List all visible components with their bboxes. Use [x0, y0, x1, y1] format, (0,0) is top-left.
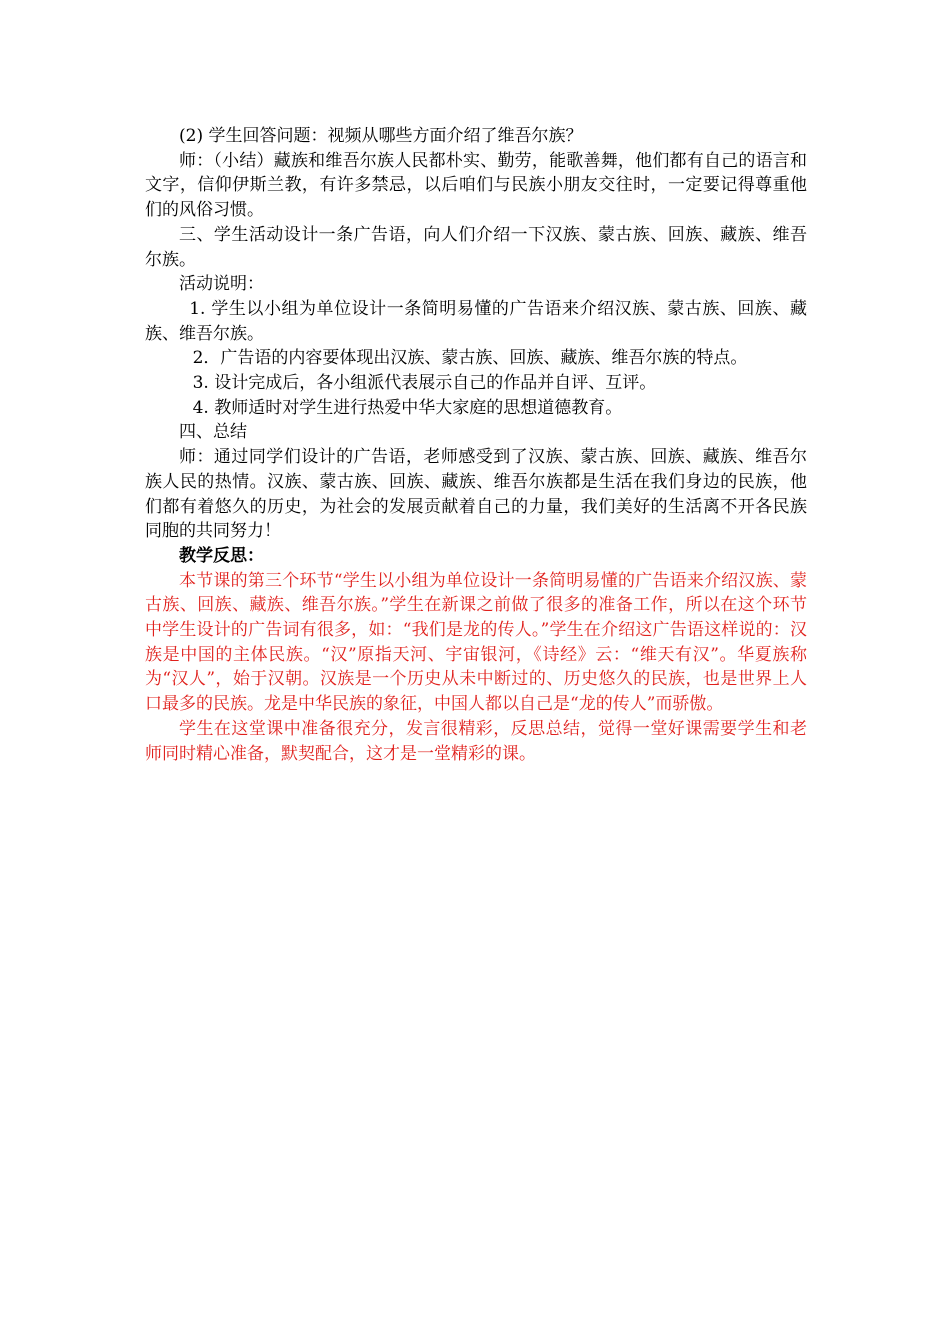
summary-section-heading: 四、总结: [179, 422, 247, 443]
document-body: [145, 124, 807, 766]
reflection-paragraph-2: 学生在这堂课中准备很充分，发言很精彩，反思总结，觉得一堂好课需要学生和老师同时精心准备，默契配合，这才是一堂精彩的课。: [145, 718, 807, 764]
activity-item-2: 2．广告语的内容要体现出汉族、蒙古族、回族、藏族、维吾尔族的特点。: [192, 348, 748, 369]
teacher-summary-paragraph: 师：（小结）藏族和维吾尔族人民都朴实、勤劳，能歌善舞，他们都有自己的语言和文字，信仰伊斯兰教，有许多禁忌，以后咱们与民族小朋友交往时，一定要记得尊重他们的风俗习惯。: [145, 150, 807, 221]
teacher-conclusion-paragraph: 师：通过同学们设计的广告语，老师感受到了汉族、蒙古族、回族、藏族、维吾尔族人民的热情。汉族、蒙古族、回族、藏族、维吾尔族都是生活在我们身边的民族，他们都有着悠久的历史，为社会的发展贡献着自己的力量，我们美好的生活离不开各民族同胞的共同努力！: [145, 447, 807, 542]
activity-instructions-label: 活动说明：: [179, 274, 264, 295]
question-paragraph: (2) 学生回答问题：视频从哪些方面介绍了维吾尔族？: [179, 126, 583, 146]
activity-item-1: 1. 学生以小组为单位设计一条简明易懂的广告语来介绍汉族、蒙古族、回族、藏族、维吾尔族。: [145, 298, 807, 344]
activity-item-4: 4. 教师适时对学生进行热爱中华大家庭的思想道德教育。: [192, 397, 623, 418]
reflection-heading: 教学反思：: [179, 545, 264, 566]
activity-item-3: 3. 设计完成后，各小组派代表展示自己的作品并自评、互评。: [192, 373, 657, 394]
reflection-paragraph-1: 本节课的第三个环节“学生以小组为单位设计一条简明易懂的广告语来介绍汉族、蒙古族、回族、藏族、维吾尔族。”学生在新课之前做了很多的准备工作，所以在这个环节中学生设计的广告词有很多，如：“我们是龙的传人。”学生在介绍这广告语这样说的：汉族是中国的主体民族。“汉”原指天河、宇宙银河，《诗经》云：“维天有汉”。华夏族称为“汉人”，始于汉朝。汉族是一个历史从未中断过的、历史悠久的民族，也是世界上人口最多的民族。龙是中华民族的象征，中国人都以自己是“龙的传人”而骄傲。: [145, 570, 807, 715]
activity-section-heading: 三、学生活动设计一条广告语，向人们介绍一下汉族、蒙古族、回族、藏族、维吾尔族。: [145, 224, 807, 270]
